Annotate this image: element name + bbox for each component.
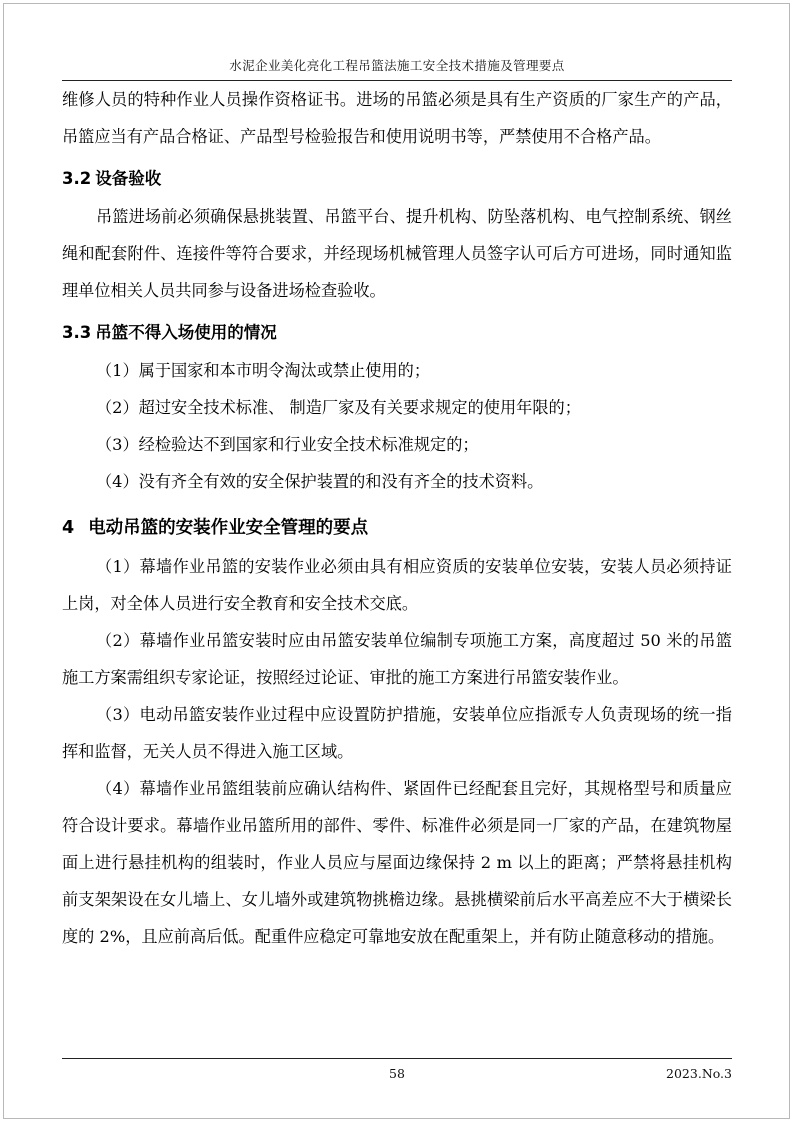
issue-label: 2023.No.3 — [666, 1066, 732, 1081]
section-heading-4 — [62, 510, 732, 546]
list-item: （3）经检验达不到国家和行业安全技术标准规定的； — [96, 435, 479, 454]
section-title-3-2: 设备验收 — [95, 169, 162, 188]
section-number-4: 4 — [62, 518, 75, 538]
page-content — [62, 0, 732, 955]
section-number-3-3: 3.3 — [62, 323, 92, 342]
section-3-2-paragraph: 吊篮进场前必须确保悬挑装置、吊篮平台、提升机构、防坠落机构、电气控制系统、钢丝绳和配套附件、连接件等符合要求，并经现场机械管理人员签字认可后方可进场，同时通知监理单位相关人员共同参与设备进场检查验收。 — [62, 207, 732, 300]
list-item: （1）幕墙作业吊篮的安装作业必须由具有相应资质的安装单位安装，安装人员必须持证上岗，对全体人员进行安全教育和安全技术交底。 — [62, 557, 732, 613]
footer-row — [62, 1066, 732, 1086]
list-item: （2）幕墙作业吊篮安装时应由吊篮安装单位编制专项施工方案，高度超过 50 米的吊篮施工方案需组织专家论证，按照经过论证、审批的施工方案进行吊篮安装作业。 — [62, 631, 732, 687]
list-item: （4）幕墙作业吊篮组装前应确认结构件、紧固件已经配套且完好，其规格型号和质量应符合设计要求。幕墙作业吊篮所用的部件、零件、标准件必须是同一厂家的产品，在建筑物屋面上进行悬挂机构的组装时，作业人员应与屋面边缘保持 2 m 以上的距离；严禁将悬挂机构前支架架设在女儿墙上、女儿墙外或建筑物挑檐边缘。悬挑横梁前后水平高差应不大于横梁长度的 2%，且应前高后低。配重件应稳定可靠地安放在配重架上，并有防止随意移动的措施。 — [62, 779, 732, 946]
section-number-3-2: 3.2 — [62, 169, 92, 188]
footer-divider — [62, 1058, 732, 1059]
page-footer — [62, 1058, 732, 1086]
list-item: （1）属于国家和本市明令淘汰或禁止使用的； — [96, 361, 431, 380]
list-item: （2）超过安全技术标准、 制造厂家及有关要求规定的使用年限的； — [96, 398, 581, 417]
section-heading-3-2 — [62, 162, 732, 196]
page-number: 58 — [389, 1066, 405, 1081]
list-item: （3）电动吊篮安装作业过程中应设置防护措施，安装单位应指派专人负责现场的统一指挥和监督，无关人员不得进入施工区域。 — [62, 705, 732, 761]
list-item: （4）没有齐全有效的安全保护装置的和没有齐全的技术资料。 — [96, 472, 544, 491]
section-title-4: 电动吊篮的安装作业安全管理的要点 — [88, 518, 369, 538]
continued-paragraph: 维修人员的特种作业人员操作资格证书。进场的吊篮必须是具有生产资质的厂家生产的产品，吊篮应当有产品合格证、产品型号检验报告和使用说明书等，严禁使用不合格产品。 — [62, 90, 732, 146]
section-title-3-3: 吊篮不得入场使用的情况 — [95, 323, 277, 342]
section-heading-3-3 — [62, 316, 732, 350]
running-header — [62, 56, 732, 81]
running-header-title: 水泥企业美化亮化工程吊篮法施工安全技术措施及管理要点 — [229, 58, 565, 73]
document-body — [62, 81, 732, 955]
